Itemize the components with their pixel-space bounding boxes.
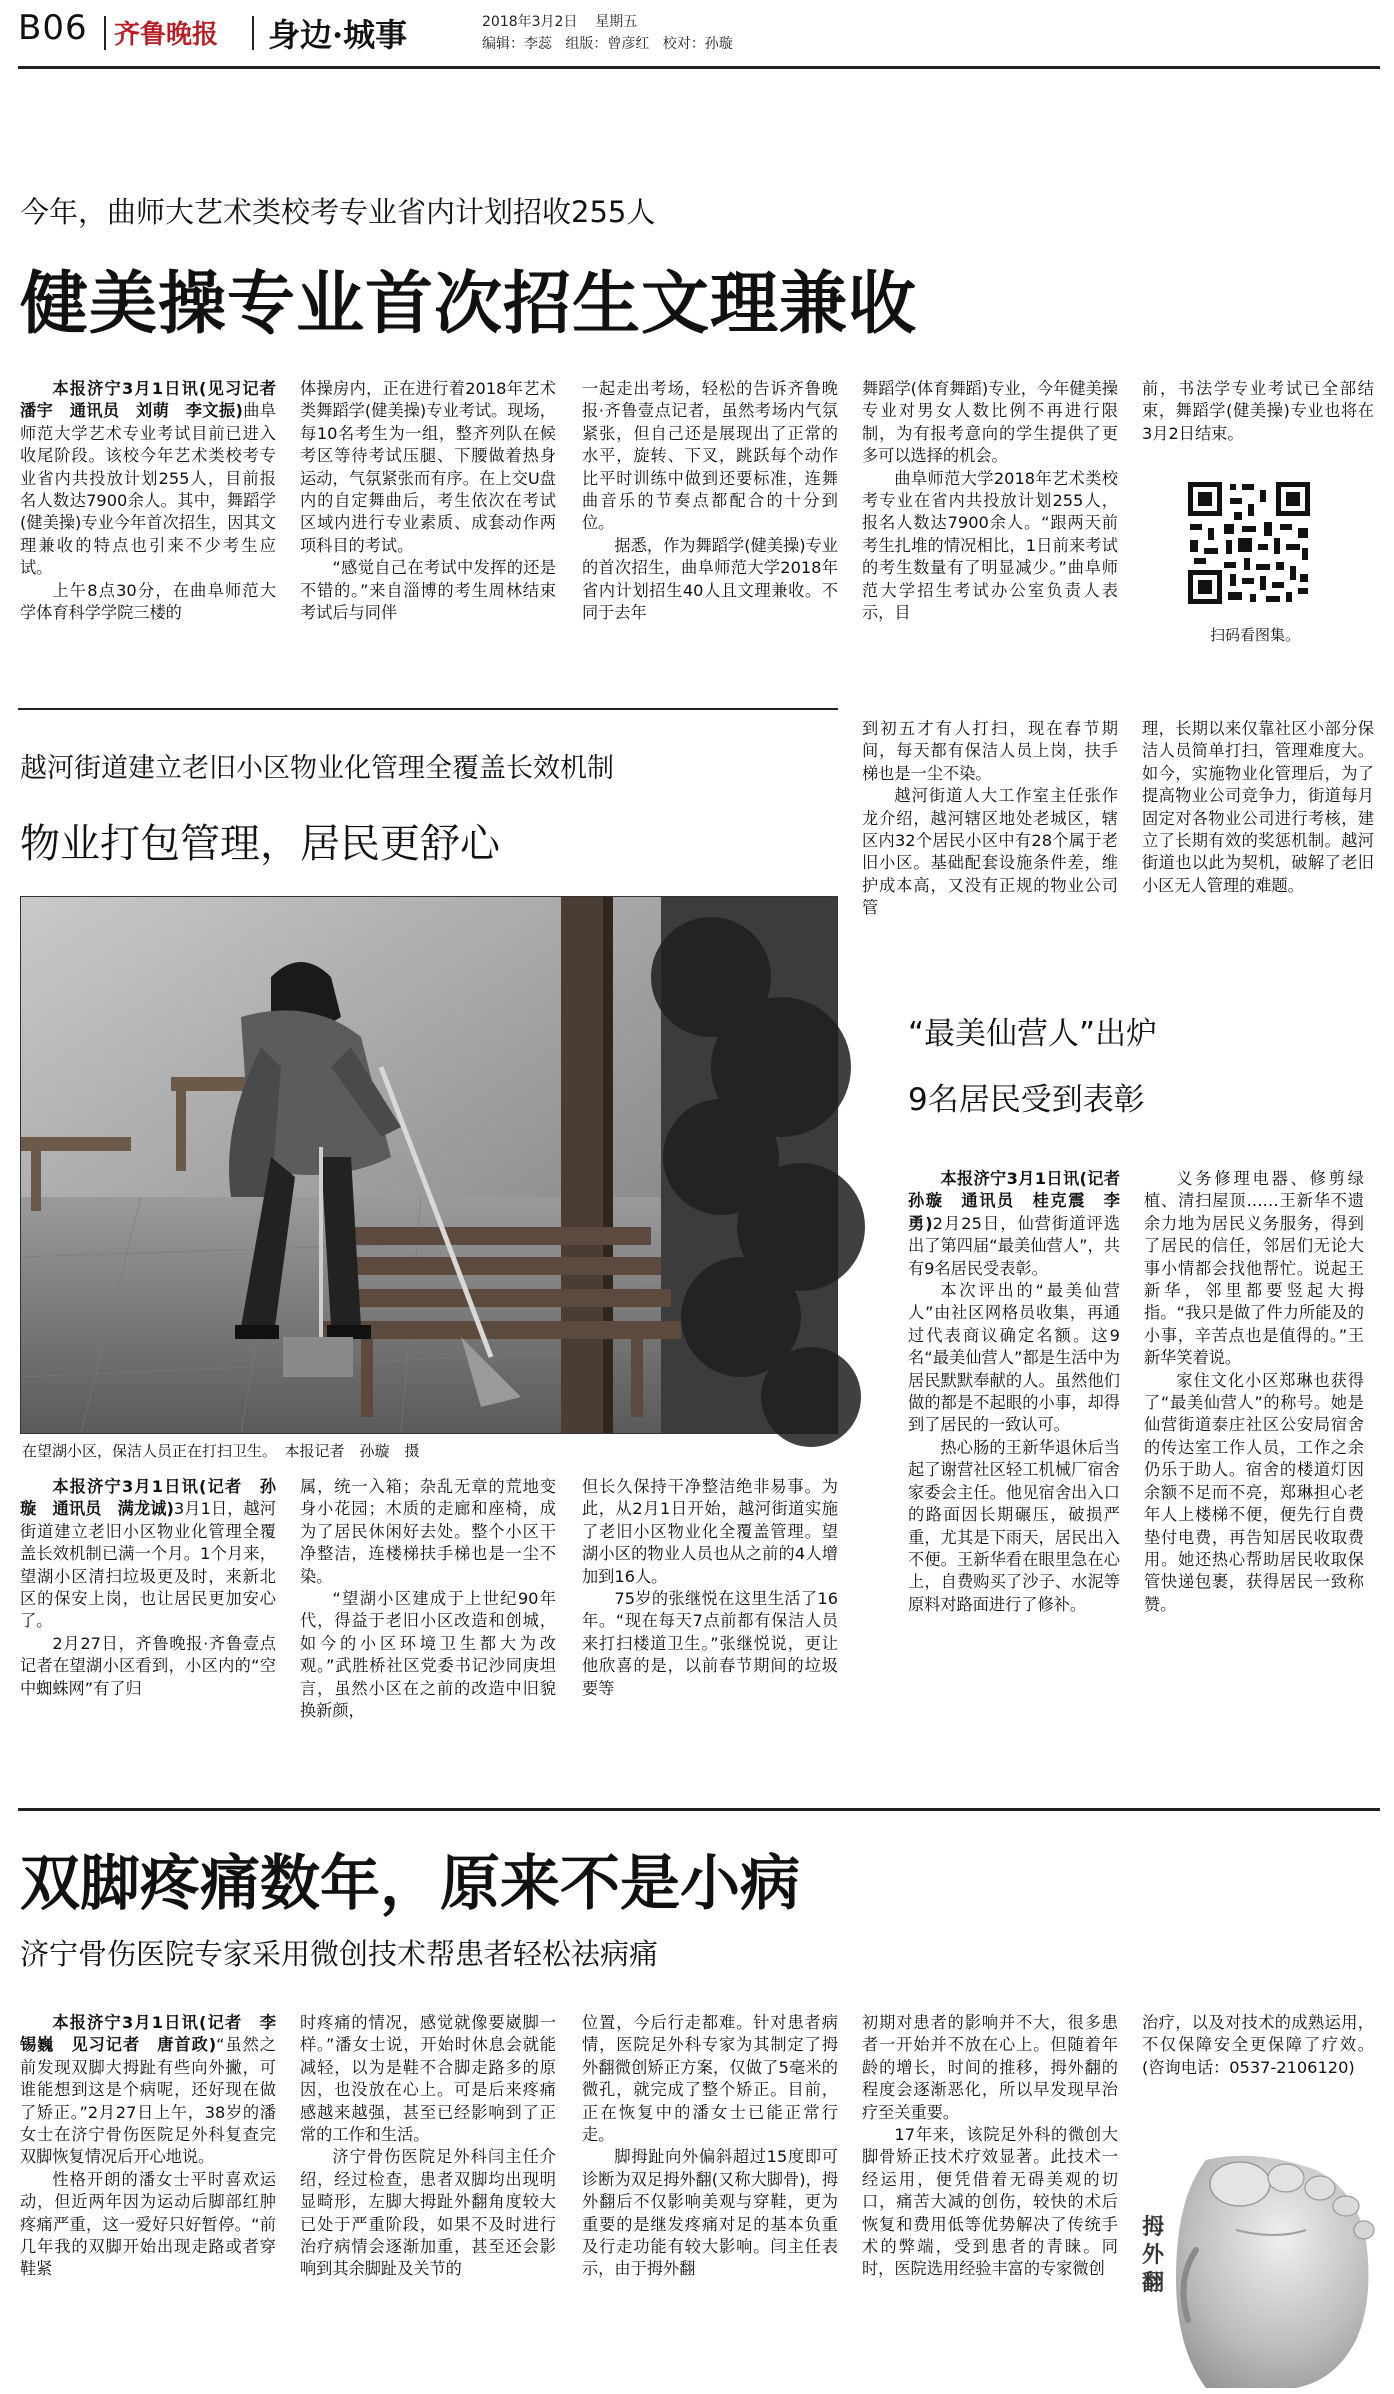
article3-column-1 bbox=[908, 1168, 1137, 1768]
article2-kicker: 越河街道建立老旧小区物业化管理全覆盖长效机制 bbox=[20, 753, 614, 784]
issue-date: 2018年3月2日 bbox=[482, 14, 578, 30]
issue-date-line bbox=[482, 12, 637, 32]
article1-column-5 bbox=[1142, 378, 1374, 468]
proof-credit: 校对：孙璇 bbox=[662, 36, 733, 52]
article2-paragraph: 理，长期以来仅靠社区小部分保洁人员简单打扫，管理难度大。如今，实施物业化管理后，为了提高物业公司竞争力，街道每月固定对各物业公司进行考核，建立了长期有效的奖惩机制。越河街道也以此为契机，破解了老旧小区无人管理的难题。 bbox=[1142, 719, 1374, 895]
page-number: B06 bbox=[18, 8, 88, 48]
article3-byline: 本报济宁3月1日讯(记者 孙璇 通讯员 桂克震 李勇) bbox=[908, 1169, 1137, 1233]
masthead-divider bbox=[252, 16, 254, 50]
bunion-foot-illustration bbox=[1136, 2140, 1384, 2388]
article4-headline: 双脚疼痛数年，原来不是小病 bbox=[20, 1849, 800, 1919]
article4-paragraph: 位置，今后行走都难。针对患者病情，医院足外科专家为其制定了拇外翻微创矫正方案，仅做了5毫米的微孔，就完成了整个矫正。目前，正在恢复中的潘女士已能正常行走。 bbox=[582, 2013, 838, 2145]
article2-paragraph: 属，统一入箱；杂乱无章的荒地变身小花园；木质的走廊和座椅，成为了居民休闲好去处。整个小区干净整洁，连楼梯扶手梯也是一尘不染。 bbox=[300, 1477, 556, 1586]
article2-column-1 bbox=[20, 1476, 276, 1788]
article2-byline: 本报济宁3月1日讯(记者 孙璇 通讯员 满龙诚) bbox=[20, 1477, 276, 1519]
article4-paragraph: 时疼痛的情况，感觉就像要崴脚一样。”潘女士说，开始时休息会就能减轻，以为是鞋不合脚走路多的原因，也没放在心上。可是后来疼痛感越来越强，甚至已经影响到了正常的工作和生活。 bbox=[300, 2013, 556, 2145]
article1-byline: 本报济宁3月1日讯(见习记者 潘宇 通讯员 刘萌 李文振) bbox=[20, 379, 293, 421]
section-rule bbox=[18, 1808, 1380, 1811]
article4-paragraph: 17年来，该院足外科的微创大脚骨矫正技术疗效显著。此技术一经运用，便凭借着无碍美观的切口，痛苦大减的创伤，较快的术后恢复和费用低等优势解决了传统手术的弊端，受到患者的青睐。同时，医院选用经验丰富的专家微创 bbox=[862, 2125, 1118, 2279]
article3-headline: 9名居民受到表彰 bbox=[908, 1082, 1145, 1118]
article2-paragraph: 到初五才有人打扫，现在春节期间，每天都有保洁人员上岗，扶手梯也是一尘不染。 bbox=[862, 719, 1118, 783]
article2-top-column-2 bbox=[1142, 718, 1374, 998]
article1-paragraph: 体操房内，正在进行着2018年艺术类舞蹈学(健美操)专业考试。现场，每10名考生为一组，整齐列队在候考区等待考试压腿、下腰做着热身运动，气氛紧张而有序。在上交U盘内的自定舞曲后，考生依次在考试区域内进行专业素质、成套动作两项科目的考试。 bbox=[300, 379, 556, 555]
article1-lead: 曲阜师范大学艺术专业考试目前已进入收尾阶段。该校今年艺术类校考专业省内共投放计划255人，目前报名人数达7900余人。其中，舞蹈学(健美操)专业今年首次招生，因其文理兼收的特点也引来不少考生应试。 bbox=[20, 401, 277, 578]
article2-photo-caption: 在望湖小区，保洁人员正在打扫卫生。 本报记者 孙璇 摄 bbox=[22, 1442, 420, 1460]
editor-credits bbox=[482, 34, 733, 54]
article4-column-3 bbox=[582, 2012, 838, 2388]
article3-paragraph: 热心肠的王新华退休后当起了谢营社区轻工机械厂宿舍家委会主任。他见宿舍出入口的路面因长期碾压，破损严重，尤其是下雨天，居民出入不便。王新华看在眼里急在心上，自费购买了沙子、水泥等原料对路面进行了修补。 bbox=[908, 1437, 1120, 1614]
article3-lead: 2月25日，仙营街道评选出了第四届“最美仙营人”，共有9名居民受表彰。 bbox=[908, 1213, 1120, 1278]
article3-paragraph: 家住文化小区郑琳也获得了“最美仙营人”的称号。她是仙营街道泰庄社区公安局宿舍的传达室工作人员，工作之余仍乐于助人。宿舍的楼道灯因余额不足而不亮，郑琳担心老年人上楼梯不便，便先行自费垫付电费，再告知居民收取费用。她还热心帮助居民收取保管快递包裹，获得居民一致称赞。 bbox=[1144, 1370, 1364, 1614]
article1-paragraph: 据悉，作为舞蹈学(健美操)专业的首次招生，曲阜师范大学2018年省内计划招生40人且文理兼收。不同于去年 bbox=[582, 535, 838, 623]
article4-subhead: 济宁骨伤医院专家采用微创技术帮患者轻松祛病痛 bbox=[20, 1937, 659, 1971]
masthead-rule bbox=[18, 66, 1380, 69]
qr-caption: 扫码看图集。 bbox=[1210, 626, 1301, 644]
article1-column-2 bbox=[300, 378, 556, 668]
layout-credit: 组版：曾彦红 bbox=[565, 36, 650, 52]
article1-paragraph: “感觉自己在考试中发挥的还是不错的。”来自淄博的考生周林结束考试后与同伴 bbox=[300, 558, 556, 623]
article3-column-2 bbox=[1144, 1168, 1364, 1768]
article2-lead: 3月1日，越河街道建立老旧小区物业化管理全覆盖长效机制已满一个月。1个月来，望湖小区清扫垃圾更及时，来新北区的保安上岗，也让居民更加安心了。 bbox=[20, 1499, 276, 1631]
article2-paragraph: 2月27日，齐鲁晚报·齐鲁壹点记者在望湖小区看到，小区内的“空中蜘蛛网”有了归 bbox=[20, 1633, 276, 1698]
article3-paragraph: 本次评出的“最美仙营人”由社区网格员收集，再通过代表商议确定名额。这9名“最美仙营人”都是生活中为居民默默奉献的人。虽然他们做的都是不起眼的小事，却得到了居民的一致认可。 bbox=[908, 1281, 1120, 1435]
article2-paragraph: 但长久保持干净整洁绝非易事。为此，从2月1日开始，越河街道实施了老旧小区物业化全覆盖管理。望湖小区的物业人员也从之前的4人增加到16人。 bbox=[582, 1477, 838, 1586]
article2-paragraph: 75岁的张继悦在这里生活了16年。“现在每天7点前都有保洁人员来打扫楼道卫生。”张继悦说，更让他欣喜的是，以前春节期间的垃圾要等 bbox=[582, 1589, 838, 1698]
section-rule bbox=[18, 708, 838, 710]
article1-column-3 bbox=[582, 378, 838, 668]
article4-paragraph: 济宁骨伤医院足外科闫主任介绍，经过检查，患者双脚均出现明显畸形，左脚大拇趾外翻角度较大已处于严重阶段，如果不及时进行治疗病情会逐渐加重，甚至还会影响到其余脚趾及关节的 bbox=[300, 2147, 556, 2279]
article1-column-1 bbox=[20, 378, 293, 668]
article2-column-3 bbox=[582, 1476, 838, 1788]
masthead-divider bbox=[104, 16, 106, 50]
article2-paragraph: 越河街道人大工作室主任张作龙介绍，越河辖区地处老城区，辖区内32个居民小区中有28个属于老旧小区。基础配套设施条件差，维护成本高，又没有正规的物业公司管 bbox=[862, 786, 1118, 918]
article4-paragraph: 初期对患者的影响并不大，很多患者一开始并不放在心上。但随着年龄的增长，时间的推移，拇外翻的程度会逐渐恶化，所以早发现早治疗至关重要。 bbox=[862, 2013, 1118, 2122]
section-title: 身边·城事 bbox=[268, 16, 408, 54]
article4-column-1 bbox=[20, 2012, 276, 2388]
article1-paragraph: 一起走出考场，轻松的告诉齐鲁晚报·齐鲁壹点记者，虽然考场内气氛紧张，但自己还是展现出了正常的水平，旋转、下叉，跳跃每个动作比平时训练中做到还要标准，连舞曲音乐的节奏点都配合的十分到位。 bbox=[582, 379, 838, 533]
article4-paragraph: 治疗，以及对技术的成熟运用，不仅保障安全更保障了疗效。(咨询电话：0537-2106120) bbox=[1142, 2013, 1374, 2077]
article3-kicker: “最美仙营人”出炉 bbox=[908, 1016, 1158, 1052]
article4-byline: 本报济宁3月1日讯(记者 李锡巍 见习记者 唐首政) bbox=[20, 2013, 276, 2055]
issue-weekday: 星期五 bbox=[595, 14, 638, 30]
bunion-label: 拇外翻 bbox=[1142, 2215, 1165, 2296]
article1-kicker: 今年，曲师大艺术类校考专业省内计划招收255人 bbox=[20, 195, 656, 229]
article1-paragraph: 曲阜师范大学2018年艺术类校考专业在省内共投放计划255人，报名人数达7900余人。“跟两天前考生扎堆的情况相比，1日前来考试的考生数量有了明显减少。”曲阜师范大学招生考试办公室负责人表示，目 bbox=[862, 468, 1118, 623]
qr-code-icon[interactable] bbox=[1184, 478, 1314, 608]
article4-paragraph: 脚拇趾向外偏斜超过15度即可诊断为双足拇外翻(又称大脚骨)，拇外翻后不仅影响美观与穿鞋，更为重要的是继发疼痛对足的基本负重及行走功能有较大影响。闫主任表示，由于拇外翻 bbox=[582, 2147, 838, 2279]
newspaper-logo: 齐鲁晚报 bbox=[114, 20, 219, 50]
article1-headline: 健美操专业首次招生文理兼收 bbox=[20, 264, 918, 344]
article1-paragraph: 舞蹈学(体育舞蹈)专业，今年健美操专业对男女人数比例不再进行限制，为有报考意向的学生提供了更多可以选择的机会。 bbox=[862, 379, 1118, 466]
article4-lead: “虽然之前发现双脚大拇趾有些向外撇，可谁能想到这是个病呢，还好现在做了矫正。”2月27日上午，38岁的潘女士在济宁骨伤医院足外科复查完双脚恢复情况后开心地说。 bbox=[20, 2035, 276, 2167]
article2-headline: 物业打包管理，居民更舒心 bbox=[20, 821, 500, 867]
article1-paragraph: 前，书法学专业考试已全部结束，舞蹈学(健美操)专业也将在3月2日结束。 bbox=[1142, 379, 1374, 443]
article3-paragraph: 义务修理电器、修剪绿植、清扫屋顶……王新华不遗余力地为居民义务服务，得到了居民的信任，邻居们无论大事小情都会找他帮忙。说起王新华，邻里都要竖起大拇指。“我只是做了件力所能及的小事，辛苦点也是值得的。”王新华笑着说。 bbox=[1144, 1169, 1364, 1368]
article2-paragraph: “望湖小区建成于上世纪90年代，得益于老旧小区改造和创城，如今的小区环境卫生都大为改观。”武胜桥社区党委书记沙同庚坦言，虽然小区在之前的改造中旧貌换新颜， bbox=[300, 1589, 556, 1721]
article2-photo bbox=[20, 896, 838, 1434]
article2-column-2 bbox=[300, 1476, 556, 1788]
article2-top-column-1 bbox=[862, 718, 1118, 998]
article4-column-5 bbox=[1142, 2012, 1374, 2122]
article4-column-2 bbox=[300, 2012, 556, 2388]
article4-column-4 bbox=[862, 2012, 1118, 2388]
editor-credit: 编辑：李蕊 bbox=[482, 36, 552, 52]
article4-paragraph: 性格开朗的潘女士平时喜欢运动，但近两年因为运动后脚部红肿疼痛严重，这一爱好只好暂停。“前几年我的双脚开始出现走路或者穿鞋紧 bbox=[20, 2169, 276, 2279]
article1-paragraph: 上午8点30分，在曲阜师范大学体育科学学院三楼的 bbox=[20, 580, 276, 623]
article1-column-4 bbox=[862, 378, 1118, 668]
